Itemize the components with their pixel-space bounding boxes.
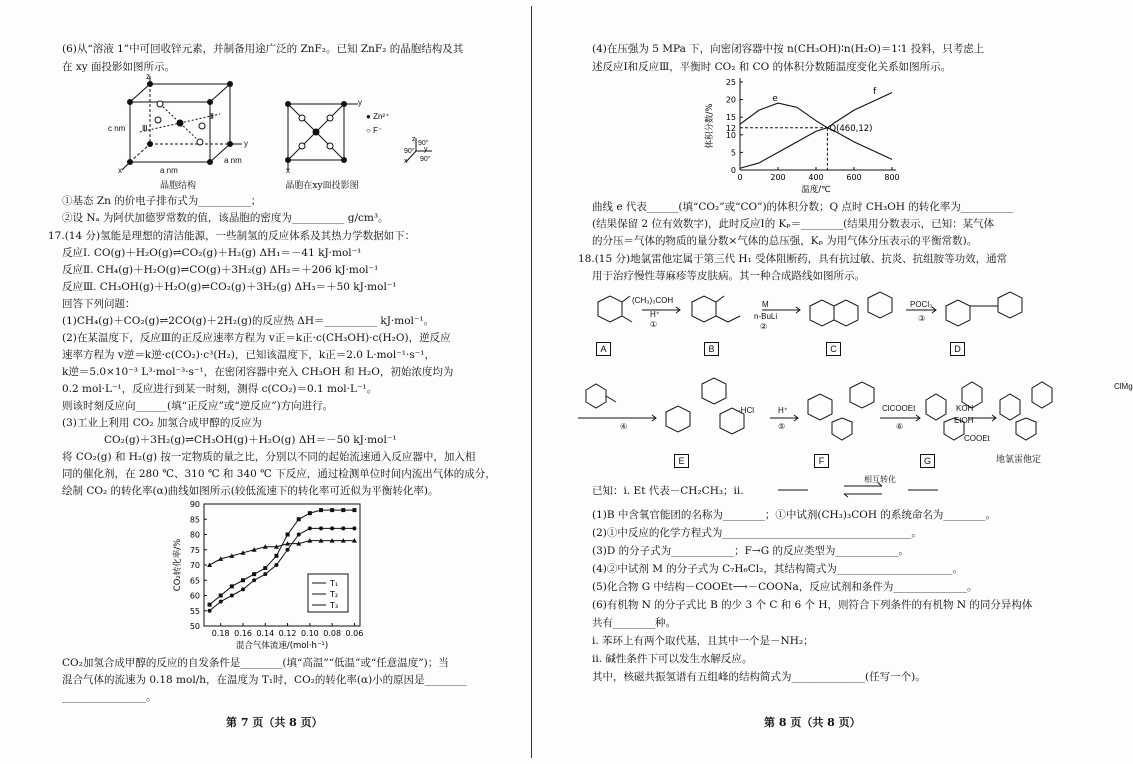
x-axis-label: 混合气体流速/(mol·h⁻¹) [235,641,329,651]
q17-part2a: (2)在某温度下，反应Ⅲ的正反应速率方程为 v正＝k正·c(CH₃OH)·c(H₂O)，逆反应 [62,332,451,344]
a-nm-label-y: a nm [224,156,242,165]
caption-crystal: 晶胞结构 [159,181,196,191]
reagent-1b: H⁺ [650,310,660,319]
angle-y: y [424,146,428,153]
q17-part3-eq: CO₂(g)＋3H₂(g)⇌CH₃OH(g)＋H₂O(g) ΔH＝－50 kJ·mol⁻¹ [104,434,397,446]
q17-part3g: ________________。 [62,691,157,703]
x-tick-label: 0.18 [211,629,230,638]
q6-part1: ①基态 Zn 的价电子排布式为__________； [62,195,262,207]
angle-x: x [404,158,408,165]
y-tick-label: 0 [730,166,736,175]
y-axis-label: CO₂转化率/% [173,538,183,592]
proj-y-label: y [358,98,362,107]
q6-line1: (6)从“溶液 1”中可回收锌元素，并制备用途广泛的 ZnF₂。已知 ZnF₂ 的晶胞结构及其 [62,43,464,55]
q18-part4: (4)②中试剂 M 的分子式为 C₇H₆Cl₂，其结构简式为______________________。 [592,563,963,575]
roman-ii-label: Ⅱ [210,112,214,121]
y-tick-label: 65 [189,576,200,586]
q17-part3c: 同的催化剂，在 280 ℃、310 ℃ 和 340 ℃ 下反应，通过检测单位时间内流出气体的成分， [62,468,496,480]
data-point [219,600,223,604]
roman-iii-label: Ⅲ [142,124,148,133]
data-point [263,566,267,570]
legend-label: T₂ [330,590,339,599]
step-6: ⑥ [896,422,904,431]
q17-part3b: 将 CO₂(g) 和 H₂(g) 按一定物质的量之比，分别以不同的起始流速通入反应器中，加入相 [62,451,476,463]
x-tick-label: 0.10 [300,629,319,638]
q17-part4c: 曲线 e 代表______(填“CO₂”或“CO”)的体积分数；Q 点时 CH₃OH 的转化率为__________ [592,201,1014,213]
co2-conversion-chart [170,496,380,650]
q18-part3: (3)D 的分子式为____________；F→G 的反应类型为____________。 [592,545,909,557]
x-tick-label: 800 [884,173,900,182]
tautomer-label: 相互转化 [864,475,896,484]
data-point [241,578,245,582]
reagent-3: POCl₃ [910,300,933,309]
q17-part4e: 的分压＝气体的物质的量分数×气体的总压强，Kₚ 为用气体分压表示的平衡常数)。 [592,235,978,247]
label-G: G [920,454,935,468]
q18-intro-b: 用于治疗慢性荨麻疹等皮肤病。其一种合成路线如图所示。 [592,270,865,282]
q17-part4b: 述反应Ⅰ和反应Ⅲ，平衡时 CO₂ 和 CO 的体积分数随温度变化关系如图所示。 [592,61,952,73]
q17-intro: 17.(14 分)氢能是理想的清洁能源，一些制氢的反应体系及其热力学数据如下： [48,230,416,242]
data-point [207,563,212,568]
y-tick-label: 70 [189,561,200,570]
data-point [252,572,256,576]
series-label-e: e [772,94,778,105]
caption-projection: 晶胞在xy面投影图 [285,181,359,191]
legend-zn-text: Zn²⁺ [373,112,390,121]
q18-part1: (1)B 中含氧官能团的名称为________；①中试剂(CH₃)₃COH 的系统命名为________。 [592,509,996,521]
q17-part2d: 0.2 mol·L⁻¹，反应进行到某一时刻，测得 c(CO₂)＝0.1 mol·L⁻¹。 [62,383,378,395]
x-tick-label: 0.16 [234,629,252,638]
data-point [274,554,278,558]
y-tick-label: 50 [189,622,200,631]
label-F: F [814,454,829,468]
reagent-6: ClCOOEt [882,404,916,413]
axis-y-label: y [244,139,248,148]
legend-zn: ● Zn²⁺ [366,112,390,121]
data-point [352,526,356,530]
hcl-label: ·HCl [738,406,754,415]
volume-fraction-chart [700,74,900,198]
q17-part1: (1)CH₄(g)＋CO₂(g)⇌2CO(g)＋2H₂(g)的反应热 ΔH＝__________ kJ·mol⁻¹。 [62,315,435,327]
q17-part2c: k逆＝5.0×10⁻³ L³·mol⁻³·s⁻¹，在密闭容器中充入 CH₃OH 和 H₂O，初始浓度均为 [62,366,454,378]
page-footer-8: 第 8 页（共 8 页） [764,716,861,729]
q-point-annotation: Q(460,12) [829,123,873,134]
data-point [230,584,234,588]
data-point [330,508,334,512]
x-tick-label: 0 [737,173,743,182]
y-tick-label: 60 [189,591,200,601]
q17-part2e: 则该时刻反应向______(填“正反应”或“逆反应”)方向进行。 [62,400,334,412]
data-point [252,578,256,582]
data-point [241,587,245,591]
q17-part4a: (4)在压强为 5 MPa 下，向密闭容器中按 n(CH₃OH)∶n(H₂O)＝1∶1 投料，只考虑上 [592,43,985,55]
data-point [286,533,290,537]
q6-part2: ②设 Nₐ 为阿伏加德罗常数的值，该晶胞的密度为__________ g/cm³。 [62,212,389,224]
ref-y-label: 12 [725,123,736,133]
q18-part6c: ⅰ. 苯环上有两个取代基，且其中一个是－NH₂； [592,635,814,647]
left-page [0,0,540,764]
q18-part2: (2)①中反应的化学方程式为____________________________________。 [592,527,922,539]
x-tick-label: 200 [770,173,786,182]
y-tick-label: 15 [725,113,736,123]
label-D: D [950,342,965,356]
a-nm-label-x: a nm [160,166,178,175]
q18-part6b: 共有________种。 [592,617,676,629]
x-tick-label: 0.08 [323,629,342,638]
q18-part6e: 其中，核磁共振氢谱有五组峰的结构简式为______________(任写一个)。 [592,671,926,683]
legend-label: T₃ [330,601,339,610]
y-tick-label: 90 [189,500,200,509]
y-tick-label: 5 [730,148,736,158]
q18-part6a: (6)有机物 N 的分子式比 B 的少 3 个 C 和 6 个 H，则符合下列条件的有机物 N 的同分异构体 [592,599,1033,611]
data-point [230,594,234,598]
q17-part4d: (结果保留 2 位有效数字)，此时反应Ⅰ的 Kₚ＝________(结果用分数表示，已知：某气体 [592,218,995,230]
x-tick-label: 600 [846,173,862,182]
q6-line2: 在 xy 面投影如图所示。 [62,61,176,73]
data-point [319,526,323,530]
data-point [341,508,345,512]
y-tick-label: 20 [725,95,736,105]
page-footer-7: 第 7 页（共 8 页） [226,716,323,729]
q18-part5: (5)化合物 G 中结构－COOEt⟶－COONa，反应试剂和条件为______________。 [592,581,978,593]
y-tick-label: 85 [189,515,200,525]
right-page [540,0,1133,764]
axis-z-label: z [146,72,150,81]
legend-f: ○ F⁻ [366,126,383,135]
data-point [297,517,301,521]
axis-x-label: x [118,166,122,175]
legend-box [308,574,348,612]
reaction-1: 反应Ⅰ. CO(g)＋H₂O(g)⇌CO₂(g)＋H₂(g) ΔH₁＝－41 kJ·mol⁻¹ [62,247,362,259]
cooet-label: COOEt [964,434,990,443]
angle-90-2: 90° [404,148,415,155]
y-tick-label: 80 [189,530,200,540]
page-divider [531,6,532,758]
q18-intro-a: 18.(15 分)地氯雷他定属于第三代 H₁ 受体阻断药，具有抗过敏、抗炎、抗组胺等功效，通常 [578,253,1008,265]
reagent-5: H⁺ [778,406,788,415]
projection-diagram [278,96,362,172]
reaction-3: 反应Ⅲ. CH₃OH(g)＋H₂O(g)⇌CO₂(g)＋3H₂(g) ΔH₃＝＋50 kJ·mol⁻¹ [62,281,397,293]
c-nm-label: c nm [108,124,126,133]
x-tick-label: 0.14 [256,629,275,638]
data-point [219,594,223,598]
data-point [263,572,267,576]
x-tick-label: 400 [808,173,824,182]
x-tick-label: 0.06 [345,629,364,638]
data-point [330,526,334,530]
q17-part2b: 速率方程为 v逆＝k逆·c(CO₂)·c³(H₂)，已知该温度下，k正＝2.0 L·mol⁻¹·s⁻¹， [62,349,435,361]
angle-90-3: 90° [420,156,431,163]
step-1: ① [650,320,658,329]
data-point [208,603,212,607]
legend-label: T₁ [330,579,339,588]
q17-part3e: CO₂加氢合成甲醇的反应的自发条件是________(填“高温”“低温”或“任意温度”)；当 [62,657,449,669]
data-point [341,526,345,530]
reagent-7b: EtOH [954,416,974,425]
known-info: 已知：ⅰ. Et 代表－CH₂CH₃；ⅱ. [592,485,744,497]
label-B: B [704,342,719,356]
reagent-1: (CH₃)₃COH [632,296,674,305]
y-tick-label: 25 [725,78,736,87]
legend-f-text: F⁻ [373,126,383,135]
reagent-2b: n-BuLi [754,312,778,321]
angle-90-1: 90° [418,140,429,147]
q17-part3f: 混合气体的流速为 0.18 mol/h，在温度为 T₁时，CO₂的转化率(α)小的原因是________ [62,674,467,686]
grignard-label: ClMg [1114,382,1133,391]
q17-part3a: (3)工业上利用 CO₂ 加氢合成甲醇的反应为 [62,417,262,429]
data-point [352,508,356,512]
q18-part6d: ⅱ. 碱性条件下可以发生水解反应。 [592,653,753,665]
reagent-7: KOH [956,404,974,413]
y-tick-label: 75 [189,545,200,555]
x-tick-label: 0.12 [278,629,297,638]
q17-part3d: 绘制 CO₂ 的转化率(α)曲线如图所示(较低流速下的转化率可近似为平衡转化率)。 [62,485,439,497]
data-point [274,563,278,567]
final-product-label: 地氯雷他定 [996,454,1042,464]
step-2: ② [760,322,768,331]
reaction-2: 反应Ⅱ. CH₄(g)＋H₂O(g)⇌CO(g)＋3H₂(g) ΔH₂＝＋206 kJ·mol⁻¹ [62,264,379,276]
step-3: ③ [918,314,926,323]
x-axis-label: 温度/℃ [801,185,831,195]
data-point [308,511,312,515]
data-point [208,609,212,613]
series-label-f: f [873,87,877,98]
label-C: C [826,342,841,356]
label-A: A [596,342,611,356]
reagent-2: M [762,300,769,309]
y-tick-label: 10 [725,130,736,140]
data-point [286,548,290,552]
roman-i-label: Ⅰ [180,120,183,129]
data-point [297,533,301,537]
step-5: ⑤ [778,422,786,431]
proj-x-label: x [286,166,290,175]
y-tick-label: 55 [189,606,200,616]
data-point [319,508,323,512]
label-E: E [674,454,689,468]
step-4: ④ [620,422,628,431]
angle-z: z [412,136,416,143]
answer-prompt: 回答下列问题： [62,298,136,310]
data-point [308,526,312,530]
y-axis-label: 体积分数/% [705,103,715,149]
